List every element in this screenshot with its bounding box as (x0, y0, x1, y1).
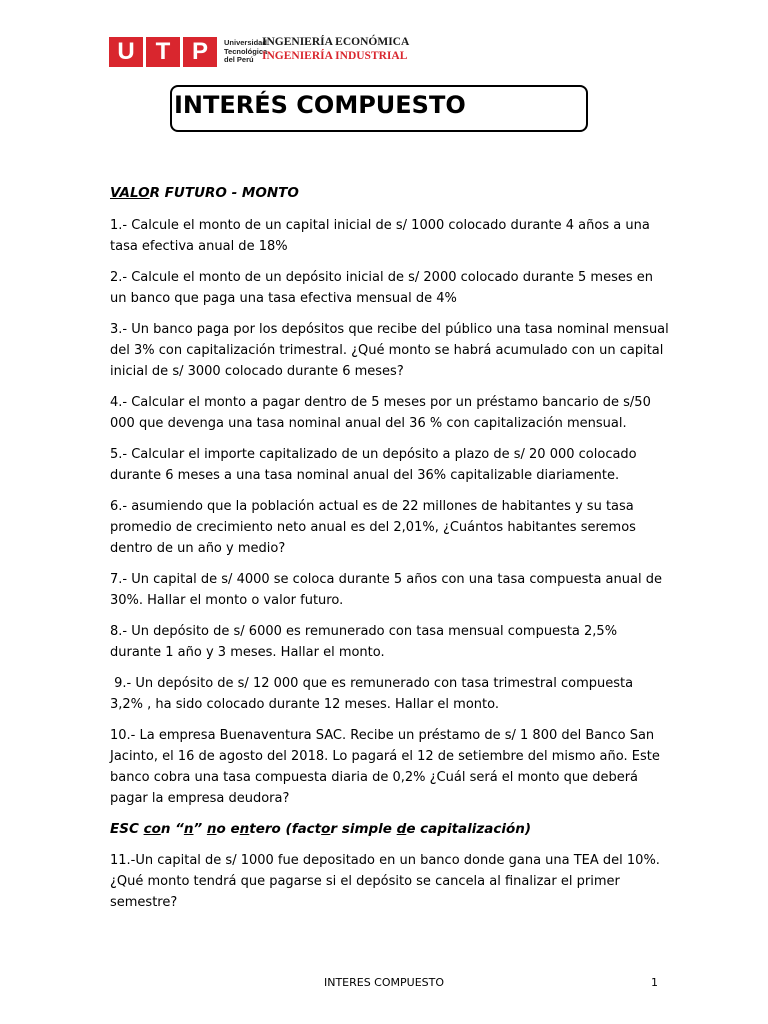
logo-letter-t: T (146, 37, 180, 67)
esc-heading (110, 819, 670, 840)
esc-heading-underline: n (183, 821, 194, 837)
logo-university-name (224, 39, 267, 65)
document-title: INTERÉS COMPUESTO (174, 91, 466, 119)
logo-line-2: Tecnológica (224, 46, 268, 56)
esc-heading-underline: o (321, 821, 331, 837)
course-title: INGENIERÍA ECONÓMICA (262, 36, 410, 48)
footer-title: INTERES COMPUESTO (323, 976, 445, 989)
logo-letter-u: U (109, 37, 143, 67)
course-header (262, 36, 409, 62)
problem-3: 3.- Un banco paga por los depósitos que recibe del público una tasa nominal mensual del 3% con capitalización trimestral. ¿Qué monto se habrá acumulado con un capital inicial de s/ 3000 colocado durante 6 meses? (110, 322, 669, 379)
esc-heading-underline: n (239, 821, 250, 837)
problem-6: 6.- asumiendo que la población actual es de 22 millones de habitantes y su tasa promedio de crecimiento neto anual es del 2,01%, ¿Cuántos habitantes seremos dentro de un año y medio? (110, 499, 636, 556)
problem-9: 9.- Un depósito de s/ 12 000 que es remunerado con tasa trimestral compuesta 3,2% , ha sido colocado durante 12 meses. Hallar el monto. (110, 676, 638, 712)
section-heading (110, 183, 670, 204)
course-subtitle: INGENIERÍA INDUSTRIAL (262, 50, 408, 62)
esc-heading-underline: d (396, 821, 407, 837)
document-body (110, 183, 670, 923)
section-heading-rest: R FUTURO - MONTO (149, 185, 299, 201)
logo-line-3: del Perú (224, 55, 254, 65)
section-heading-underlined: VALO (110, 185, 150, 201)
esc-heading-underline: n (206, 821, 217, 837)
problem-4: 4.- Calcular el monto a pagar dentro de 5 meses por un préstamo bancario de s/50 000 que devenga una tasa nominal anual del 36 % con capitalización mensual. (110, 395, 651, 431)
problem-10: 10.- La empresa Buenaventura SAC. Recibe un préstamo de s/ 1 800 del Banco San Jacinto, el 16 de agosto del 2018. Lo pagará el 12 de setiembre del mismo año. Este banco cobra una tasa compuesta diaria de 0,2% ¿Cuál será el monto que deberá pagar la empresa deudora? (110, 728, 660, 806)
problem-11: 11.-Un capital de s/ 1000 fue depositado en un banco donde gana una TEA del 10%. ¿Qué monto tendrá que pagarse si el depósito se cancela al finalizar el primer semestre? (110, 853, 660, 910)
logo-line-1: Universidad (224, 38, 267, 48)
logo-letter-p: P (183, 37, 217, 67)
problem-8: 8.- Un depósito de s/ 6000 es remunerado con tasa mensual compuesta 2,5% durante 1 año y 3 meses. Hallar el monto. (110, 624, 618, 660)
esc-heading-part: n “ (160, 821, 184, 837)
esc-heading-part: o e (216, 821, 240, 837)
esc-heading-part: tero (fact (249, 821, 322, 837)
problem-5: 5.- Calcular el importe capitalizado de un depósito a plazo de s/ 20 000 colocado durante 6 meses a una tasa nominal anual del 36% capitalizable diariamente. (110, 447, 637, 483)
esc-heading-part: r simple (330, 821, 397, 837)
problem-7: 7.- Un capital de s/ 4000 se coloca durante 5 años con una tasa compuesta anual de 30%. Hallar el monto o valor futuro. (110, 572, 662, 608)
page-number: 1 (651, 976, 658, 989)
esc-heading-part: ESC (110, 821, 144, 837)
problem-2: 2.- Calcule el monto de un depósito inicial de s/ 2000 colocado durante 5 meses en un banco que paga una tasa efectiva mensual de 4% (110, 270, 653, 306)
esc-heading-part: e capitalización) (406, 821, 532, 837)
esc-heading-underline: co (143, 821, 161, 837)
title-box (170, 85, 588, 132)
esc-heading-part: ” (193, 821, 207, 837)
utp-logo (109, 37, 267, 67)
problem-1: 1.- Calcule el monto de un capital inicial de s/ 1000 colocado durante 4 años a una tasa efectiva anual de 18% (110, 218, 650, 254)
